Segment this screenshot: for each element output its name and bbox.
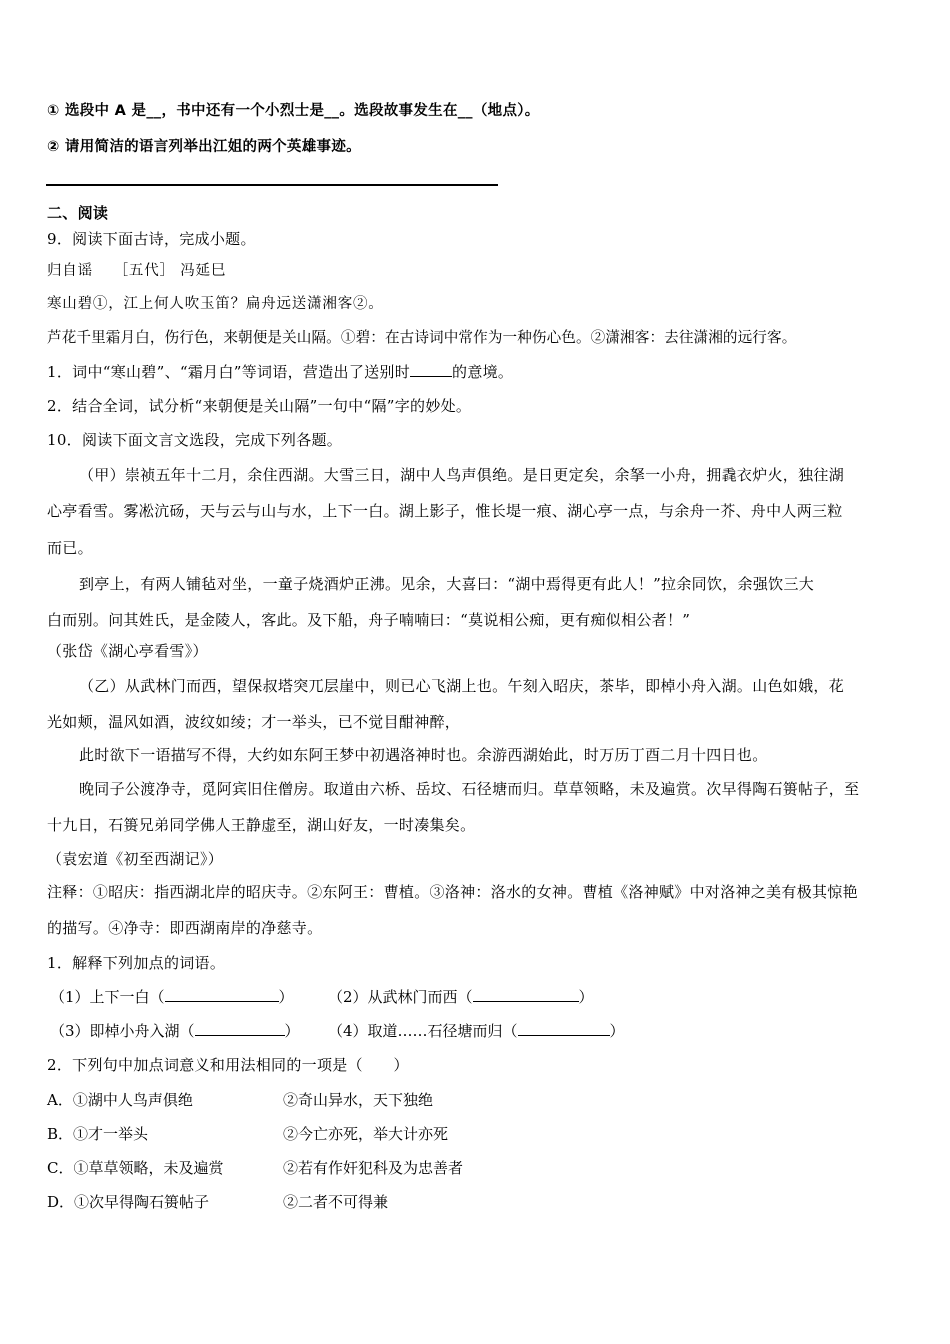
- fill-item-close: ）: [609, 1022, 625, 1040]
- passage-jia-line: （甲）崇祯五年十二月，余住西湖。大雪三日，湖中人鸟声俱绝。是日更定矣，余拏一小舟，拥毳衣炉火，独往湖: [79, 466, 845, 484]
- fill-item-2: [328, 987, 594, 1007]
- fill-blank[interactable]: [195, 1021, 285, 1036]
- section-title: 二、阅读: [47, 204, 109, 222]
- option-c-left: C．①草草领略，未及遍赏: [47, 1159, 224, 1177]
- option-a-right: ②奇山异水，天下独绝: [283, 1091, 434, 1109]
- passage-yi-line: （乙）从武林门而西，望保叔塔突兀层崖中，则已心飞湖上也。午刻入昭庆，茶毕，即棹小舟入湖。山色如娥，花: [79, 677, 845, 695]
- passage-yi-line: 光如颊，温风如酒，波纹如绫；才一举头，已不觉目酣神醉，: [47, 713, 461, 731]
- passage-jia-source: （张岱《湖心亭看雪》）: [47, 642, 208, 660]
- poem-title: 归自谣 ［五代］ 冯延巳: [47, 263, 227, 279]
- passage-jia-line: 白而别。问其姓氏，是金陵人，客此。及下船，舟子喃喃曰：“莫说相公痴，更有痴似相公者！”: [47, 611, 691, 629]
- fill-blank[interactable]: [165, 987, 279, 1002]
- question-10-stem: 10．阅读下面文言文选段，完成下列各题。: [47, 431, 343, 449]
- fill-item-text: （4）取道……石径塘而归（: [328, 1022, 518, 1040]
- fill-item-text: （1）上下一白（: [50, 988, 165, 1006]
- fill-item-close: ）: [284, 1022, 300, 1040]
- option-b-left: B．①才一举头: [47, 1125, 149, 1143]
- question-10-sub1: 1．解释下列加点的词语。: [47, 954, 226, 972]
- fill-item-4: [328, 1021, 625, 1041]
- answer-line[interactable]: [46, 184, 498, 186]
- fill-row-2: [0, 1021, 950, 1041]
- option-d-right: ②二者不可得兼: [283, 1193, 389, 1211]
- option-c-right: ②若有作奸犯科及为忠善者: [283, 1159, 464, 1177]
- fill-blank[interactable]: [518, 1021, 610, 1036]
- option-d-left: D．①次早得陶石篑帖子: [47, 1193, 210, 1211]
- fill-item-3: [50, 1021, 300, 1041]
- fill-item-close: ）: [278, 988, 294, 1006]
- passage-jia-line: 到亭上，有两人铺毡对坐，一童子烧酒炉正沸。见余，大喜曰：“湖中焉得更有此人！”拉余同饮，余强饮三大: [79, 575, 815, 593]
- question-9-sub1-text-end: 的意境。: [452, 363, 514, 381]
- fill-blank[interactable]: [410, 362, 452, 377]
- fill-item-text: （2）从武林门而西（: [328, 988, 473, 1006]
- option-a[interactable]: [0, 1090, 950, 1110]
- fill-row-1: [0, 987, 950, 1007]
- passage-yi-line: 十九日，石篑兄弟同学佛人王静虚至，湖山好友，一时凑集矣。: [47, 816, 476, 834]
- question-9-sub2: 2．结合全词，试分析“来朝便是关山隔”一句中“隔”字的妙处。: [47, 397, 472, 415]
- question-9-stem: 9．阅读下面古诗，完成小题。: [47, 230, 256, 248]
- fill-item-close: ）: [578, 988, 594, 1006]
- option-a-left: A．①湖中人鸟声俱绝: [47, 1091, 193, 1109]
- fill-item-1: [50, 987, 294, 1007]
- option-c[interactable]: [0, 1158, 950, 1178]
- option-b[interactable]: [0, 1124, 950, 1144]
- option-b-right: ②今亡亦死，举大计亦死: [283, 1125, 449, 1143]
- annotation-line: 注释：①昭庆：指西湖北岸的昭庆寺。②东阿王：曹植。③洛神：洛水的女神。曹植《洛神赋》中对洛神之美有极其惊艳: [47, 883, 858, 901]
- fill-item-text: （3）即棹小舟入湖（: [50, 1022, 195, 1040]
- question-9-sub1: [47, 362, 513, 382]
- question-8-sub1: ① 选段中 A 是__，书中还有一个小烈士是__。选段故事发生在__（地点）。: [47, 103, 540, 119]
- question-8-sub2: ② 请用简洁的语言列举出江姐的两个英雄事迹。: [47, 139, 361, 155]
- annotation-line: 的描写。④净寺：即西湖南岸的净慈寺。: [47, 919, 323, 937]
- passage-yi-line: 晚同子公渡净寺，觅阿宾旧住僧房。取道由六桥、岳坟、石径塘而归。草草领略，未及遍赏。次早得陶石篑帖子，至: [79, 780, 860, 798]
- question-9-sub1-text: 1．词中“寒山碧”、“霜月白”等词语，营造出了送别时: [47, 363, 411, 381]
- passage-yi-line: 此时欲下一语描写不得，大约如东阿王梦中初遇洛神时也。余游西湖始此，时万历丁酉二月十四日也。: [79, 746, 768, 764]
- poem-line-1: 寒山碧①，江上何人吹玉笛？扁舟远送潇湘客②。: [47, 296, 384, 312]
- fill-blank[interactable]: [473, 987, 579, 1002]
- option-d[interactable]: [0, 1192, 950, 1212]
- passage-jia-line: 而已。: [47, 539, 93, 557]
- passage-yi-source: （袁宏道《初至西湖记》）: [47, 850, 224, 868]
- poem-line-2-with-notes: 芦花千里霜月白，伤行色，来朝便是关山隔。①碧：在古诗词中常作为一种伤心色。②潇湘客：去往潇湘的远行客。: [47, 329, 797, 346]
- question-10-sub2: 2．下列句中加点词意义和用法相同的一项是（ ）: [47, 1056, 409, 1074]
- passage-jia-line: 心亭看雪。雾凇沆砀，天与云与山与水，上下一白。湖上影子，惟长堤一痕、湖心亭一点，与余舟一芥、舟中人两三粒: [47, 502, 843, 520]
